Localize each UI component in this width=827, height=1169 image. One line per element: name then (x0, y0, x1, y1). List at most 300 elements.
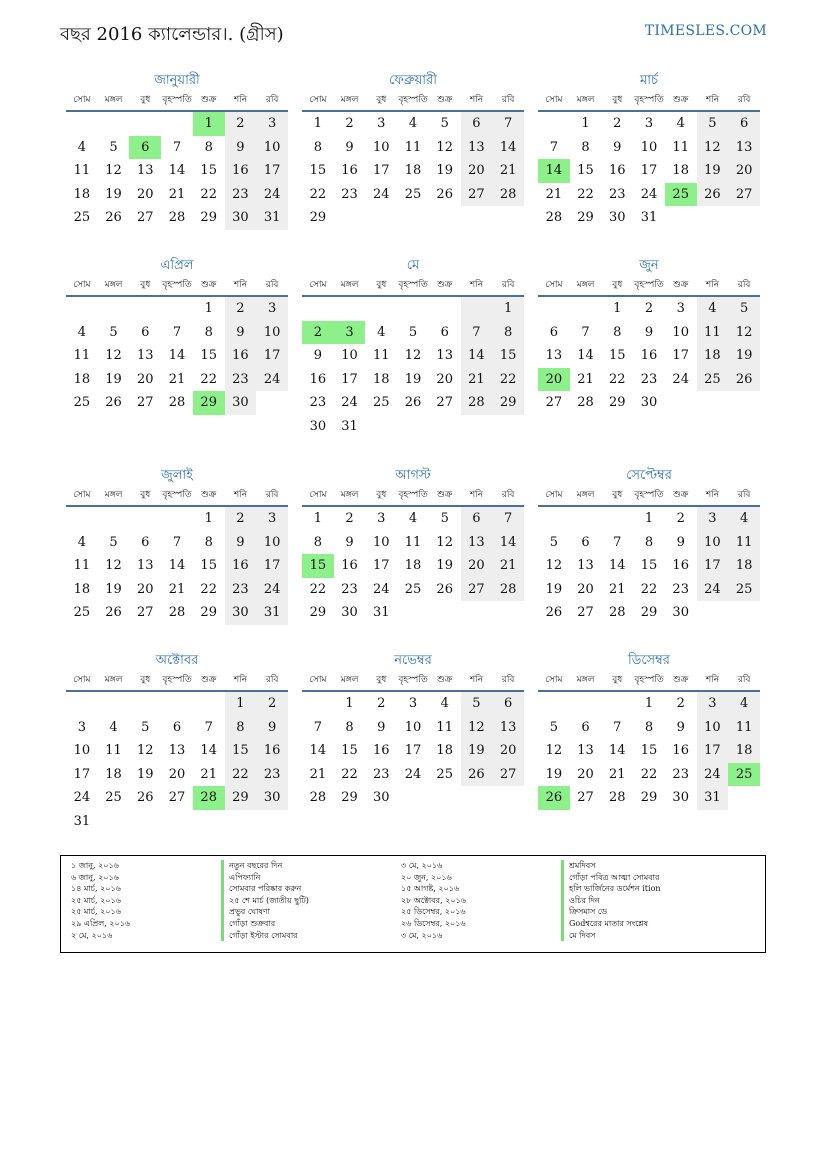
day-cell[interactable]: 1 (204, 511, 213, 526)
day-cell[interactable]: 20 (137, 371, 154, 387)
holiday-day-cell[interactable]: 26 (538, 786, 570, 810)
day-cell[interactable]: 18 (105, 766, 122, 782)
day-cell[interactable]: 30 (373, 790, 390, 805)
day-cell[interactable]: 21 (168, 186, 186, 202)
day-cell[interactable]: 7 (549, 139, 558, 155)
day-cell[interactable]: 13 (492, 716, 524, 740)
day-cell[interactable]: 8 (313, 139, 322, 155)
day-cell[interactable]: 15 (492, 344, 524, 368)
day-cell[interactable]: 23 (672, 581, 689, 597)
day-cell[interactable]: 30 (225, 206, 257, 230)
day-cell[interactable]: 16 (609, 163, 626, 178)
day-cell[interactable]: 16 (309, 371, 327, 387)
day-cell[interactable]: 13 (137, 163, 154, 178)
day-cell[interactable]: 10 (697, 531, 729, 555)
day-cell[interactable]: 7 (492, 507, 524, 531)
day-cell[interactable]: 3 (676, 301, 685, 316)
day-cell[interactable]: 31 (697, 786, 729, 810)
day-cell[interactable]: 17 (373, 163, 390, 178)
day-cell[interactable]: 5 (697, 112, 729, 136)
day-cell[interactable]: 13 (545, 348, 563, 363)
day-cell[interactable]: 17 (697, 554, 729, 578)
day-cell[interactable]: 1 (204, 301, 213, 316)
day-cell[interactable]: 15 (577, 163, 594, 178)
day-cell[interactable]: 30 (341, 605, 358, 620)
day-cell[interactable]: 11 (73, 558, 91, 573)
day-cell[interactable]: 6 (492, 692, 524, 716)
day-cell[interactable]: 13 (137, 348, 154, 363)
day-cell[interactable]: 16 (341, 163, 358, 178)
day-cell[interactable]: 5 (440, 511, 449, 526)
day-cell[interactable]: 12 (697, 136, 729, 160)
day-cell[interactable]: 18 (373, 371, 390, 387)
day-cell[interactable]: 1 (225, 692, 257, 716)
day-cell[interactable]: 15 (309, 163, 327, 178)
day-cell[interactable]: 16 (672, 558, 689, 573)
day-cell[interactable]: 13 (168, 743, 186, 758)
day-cell[interactable]: 24 (697, 578, 729, 602)
day-cell[interactable]: 24 (341, 395, 358, 410)
day-cell[interactable]: 15 (609, 348, 626, 363)
day-cell[interactable]: 5 (141, 719, 150, 735)
day-cell[interactable]: 7 (613, 719, 622, 735)
day-cell[interactable]: 28 (577, 395, 594, 410)
day-cell[interactable]: 1 (644, 696, 654, 711)
day-cell[interactable]: 3 (697, 692, 729, 716)
day-cell[interactable]: 13 (461, 136, 493, 160)
holiday-day-cell[interactable]: 1 (193, 112, 225, 136)
day-cell[interactable]: 17 (256, 554, 288, 578)
day-cell[interactable]: 25 (697, 368, 729, 392)
day-cell[interactable]: 4 (109, 719, 118, 735)
day-cell[interactable]: 2 (225, 297, 257, 321)
day-cell[interactable]: 8 (313, 534, 322, 550)
day-cell[interactable]: 24 (73, 790, 91, 805)
day-cell[interactable]: 7 (172, 139, 182, 155)
day-cell[interactable]: 18 (436, 743, 453, 758)
day-cell[interactable]: 9 (345, 534, 354, 550)
day-cell[interactable]: 1 (644, 511, 654, 526)
day-cell[interactable]: 20 (492, 739, 524, 763)
day-cell[interactable]: 7 (172, 534, 182, 550)
day-cell[interactable]: 21 (577, 371, 594, 387)
day-cell[interactable]: 12 (105, 348, 122, 363)
day-cell[interactable]: 4 (408, 511, 418, 526)
day-cell[interactable]: 4 (676, 116, 685, 131)
day-cell[interactable]: 7 (492, 112, 524, 136)
day-cell[interactable]: 4 (697, 297, 729, 321)
day-cell[interactable]: 29 (309, 605, 327, 620)
day-cell[interactable]: 14 (609, 558, 626, 573)
day-cell[interactable]: 23 (341, 581, 358, 597)
day-cell[interactable]: 4 (728, 507, 760, 531)
day-cell[interactable]: 11 (404, 534, 422, 550)
day-cell[interactable]: 29 (577, 210, 594, 225)
day-cell[interactable]: 12 (436, 534, 453, 550)
day-cell[interactable]: 9 (225, 136, 257, 160)
day-cell[interactable]: 27 (137, 210, 154, 225)
day-cell[interactable]: 12 (545, 558, 563, 573)
day-cell[interactable]: 23 (225, 578, 257, 602)
day-cell[interactable]: 15 (200, 558, 217, 573)
day-cell[interactable]: 24 (256, 368, 288, 392)
day-cell[interactable]: 14 (461, 344, 493, 368)
day-cell[interactable]: 17 (640, 163, 658, 178)
day-cell[interactable]: 18 (404, 558, 422, 573)
holiday-day-cell[interactable]: 2 (302, 321, 334, 345)
day-cell[interactable]: 5 (728, 297, 760, 321)
day-cell[interactable]: 28 (492, 183, 524, 207)
day-cell[interactable]: 18 (404, 163, 422, 178)
day-cell[interactable]: 15 (640, 743, 658, 758)
day-cell[interactable]: 31 (341, 418, 358, 434)
day-cell[interactable]: 15 (200, 348, 217, 363)
day-cell[interactable]: 25 (728, 578, 760, 602)
day-cell[interactable]: 23 (373, 766, 390, 782)
day-cell[interactable]: 29 (309, 210, 327, 225)
day-cell[interactable]: 26 (105, 210, 122, 225)
day-cell[interactable]: 5 (549, 719, 558, 735)
day-cell[interactable]: 3 (697, 507, 729, 531)
day-cell[interactable]: 30 (609, 210, 626, 225)
day-cell[interactable]: 10 (697, 716, 729, 740)
day-cell[interactable]: 26 (461, 763, 493, 787)
day-cell[interactable]: 30 (672, 605, 689, 620)
day-cell[interactable]: 17 (672, 348, 689, 363)
day-cell[interactable]: 20 (137, 581, 154, 597)
day-cell[interactable]: 17 (73, 766, 91, 782)
day-cell[interactable]: 25 (73, 605, 91, 620)
day-cell[interactable]: 15 (341, 743, 358, 758)
day-cell[interactable]: 12 (105, 558, 122, 573)
day-cell[interactable]: 8 (613, 324, 622, 340)
day-cell[interactable]: 14 (168, 348, 186, 363)
day-cell[interactable]: 21 (309, 766, 327, 782)
day-cell[interactable]: 13 (577, 558, 594, 573)
day-cell[interactable]: 14 (200, 743, 217, 758)
day-cell[interactable]: 2 (676, 511, 685, 526)
day-cell[interactable]: 20 (461, 554, 493, 578)
day-cell[interactable]: 25 (73, 395, 91, 410)
day-cell[interactable]: 19 (105, 371, 122, 387)
day-cell[interactable]: 2 (225, 112, 257, 136)
day-cell[interactable]: 22 (200, 371, 217, 387)
day-cell[interactable]: 28 (168, 605, 186, 620)
day-cell[interactable]: 11 (728, 716, 760, 740)
day-cell[interactable]: 12 (461, 716, 493, 740)
day-cell[interactable]: 10 (341, 348, 358, 363)
day-cell[interactable]: 10 (256, 136, 288, 160)
day-cell[interactable]: 19 (728, 344, 760, 368)
day-cell[interactable]: 1 (492, 297, 524, 321)
day-cell[interactable]: 7 (313, 719, 322, 735)
day-cell[interactable]: 9 (345, 139, 354, 155)
day-cell[interactable]: 14 (168, 558, 186, 573)
day-cell[interactable]: 25 (73, 210, 91, 225)
day-cell[interactable]: 19 (545, 766, 563, 782)
day-cell[interactable]: 4 (408, 116, 418, 131)
day-cell[interactable]: 3 (377, 511, 386, 526)
holiday-day-cell[interactable]: 25 (665, 183, 697, 207)
day-cell[interactable]: 21 (492, 159, 524, 183)
day-cell[interactable]: 4 (440, 696, 449, 711)
day-cell[interactable]: 9 (377, 719, 386, 735)
day-cell[interactable]: 20 (436, 371, 453, 387)
day-cell[interactable]: 8 (581, 139, 590, 155)
day-cell[interactable]: 27 (728, 183, 760, 207)
day-cell[interactable]: 9 (676, 534, 685, 550)
day-cell[interactable]: 20 (577, 766, 594, 782)
day-cell[interactable]: 11 (697, 321, 729, 345)
day-cell[interactable]: 22 (492, 368, 524, 392)
day-cell[interactable]: 6 (728, 112, 760, 136)
day-cell[interactable]: 22 (225, 763, 257, 787)
day-cell[interactable]: 27 (461, 183, 493, 207)
day-cell[interactable]: 31 (256, 601, 288, 625)
day-cell[interactable]: 16 (225, 344, 257, 368)
day-cell[interactable]: 24 (640, 186, 658, 202)
day-cell[interactable]: 13 (728, 136, 760, 160)
day-cell[interactable]: 14 (492, 531, 524, 555)
day-cell[interactable]: 30 (256, 786, 288, 810)
day-cell[interactable]: 18 (728, 739, 760, 763)
day-cell[interactable]: 24 (256, 183, 288, 207)
day-cell[interactable]: 22 (200, 186, 217, 202)
day-cell[interactable]: 23 (225, 183, 257, 207)
day-cell[interactable]: 17 (404, 743, 422, 758)
day-cell[interactable]: 3 (77, 719, 86, 735)
day-cell[interactable]: 22 (609, 371, 626, 387)
day-cell[interactable]: 26 (697, 183, 729, 207)
day-cell[interactable]: 26 (105, 605, 122, 620)
day-cell[interactable]: 6 (172, 719, 182, 735)
day-cell[interactable]: 10 (672, 324, 689, 340)
day-cell[interactable]: 13 (436, 348, 453, 363)
day-cell[interactable]: 26 (436, 186, 453, 202)
day-cell[interactable]: 7 (172, 324, 182, 340)
day-cell[interactable]: 26 (436, 581, 453, 597)
day-cell[interactable]: 29 (492, 391, 524, 415)
day-cell[interactable]: 14 (577, 348, 594, 363)
day-cell[interactable]: 17 (697, 739, 729, 763)
day-cell[interactable]: 4 (377, 324, 386, 340)
day-cell[interactable]: 26 (545, 605, 563, 620)
day-cell[interactable]: 22 (341, 766, 358, 782)
day-cell[interactable]: 24 (373, 581, 390, 597)
day-cell[interactable]: 28 (609, 790, 626, 805)
day-cell[interactable]: 16 (225, 159, 257, 183)
day-cell[interactable]: 20 (168, 766, 186, 782)
day-cell[interactable]: 11 (373, 348, 390, 363)
brand-logo-text[interactable]: TIMESLES.COM (644, 23, 767, 39)
day-cell[interactable]: 27 (492, 763, 524, 787)
day-cell[interactable]: 25 (436, 766, 453, 782)
day-cell[interactable]: 29 (225, 786, 257, 810)
day-cell[interactable]: 28 (609, 605, 626, 620)
day-cell[interactable]: 8 (644, 534, 654, 550)
day-cell[interactable]: 17 (373, 558, 390, 573)
day-cell[interactable]: 6 (581, 719, 590, 735)
day-cell[interactable]: 18 (73, 371, 91, 387)
day-cell[interactable]: 28 (492, 578, 524, 602)
day-cell[interactable]: 2 (345, 511, 354, 526)
holiday-day-cell[interactable]: 29 (193, 391, 225, 415)
day-cell[interactable]: 13 (577, 743, 594, 758)
day-cell[interactable]: 30 (225, 391, 257, 415)
day-cell[interactable]: 27 (461, 578, 493, 602)
day-cell[interactable]: 10 (640, 139, 658, 155)
day-cell[interactable]: 8 (492, 321, 524, 345)
day-cell[interactable]: 5 (109, 139, 118, 155)
day-cell[interactable]: 22 (640, 581, 658, 597)
day-cell[interactable]: 16 (672, 743, 689, 758)
day-cell[interactable]: 3 (256, 297, 288, 321)
day-cell[interactable]: 3 (256, 112, 288, 136)
day-cell[interactable]: 24 (672, 371, 689, 387)
day-cell[interactable]: 16 (373, 743, 390, 758)
day-cell[interactable]: 26 (105, 395, 122, 410)
day-cell[interactable]: 10 (73, 743, 91, 758)
day-cell[interactable]: 3 (644, 116, 654, 131)
day-cell[interactable]: 11 (728, 531, 760, 555)
day-cell[interactable]: 24 (373, 186, 390, 202)
day-cell[interactable]: 23 (309, 395, 327, 410)
day-cell[interactable]: 4 (77, 324, 86, 340)
day-cell[interactable]: 16 (225, 554, 257, 578)
day-cell[interactable]: 10 (256, 321, 288, 345)
day-cell[interactable]: 28 (545, 210, 563, 225)
day-cell[interactable]: 28 (168, 210, 186, 225)
day-cell[interactable]: 1 (313, 511, 322, 526)
day-cell[interactable]: 27 (436, 395, 453, 410)
day-cell[interactable]: 17 (341, 371, 358, 387)
day-cell[interactable]: 30 (672, 790, 689, 805)
day-cell[interactable]: 28 (168, 395, 186, 410)
day-cell[interactable]: 30 (309, 418, 327, 434)
day-cell[interactable]: 9 (225, 531, 257, 555)
day-cell[interactable]: 15 (640, 558, 658, 573)
day-cell[interactable]: 28 (309, 790, 327, 805)
day-cell[interactable]: 20 (577, 581, 594, 597)
day-cell[interactable]: 21 (545, 186, 563, 202)
day-cell[interactable]: 9 (644, 324, 654, 340)
day-cell[interactable]: 8 (225, 716, 257, 740)
day-cell[interactable]: 22 (200, 581, 217, 597)
day-cell[interactable]: 7 (613, 534, 622, 550)
day-cell[interactable]: 25 (404, 581, 422, 597)
day-cell[interactable]: 11 (672, 139, 689, 155)
day-cell[interactable]: 27 (137, 395, 154, 410)
day-cell[interactable]: 10 (256, 531, 288, 555)
day-cell[interactable]: 13 (461, 531, 493, 555)
day-cell[interactable]: 7 (204, 719, 213, 735)
holiday-day-cell[interactable]: 25 (728, 763, 760, 787)
day-cell[interactable]: 17 (256, 344, 288, 368)
day-cell[interactable]: 7 (461, 321, 493, 345)
day-cell[interactable]: 29 (640, 605, 658, 620)
day-cell[interactable]: 29 (200, 210, 217, 225)
day-cell[interactable]: 12 (728, 321, 760, 345)
day-cell[interactable]: 21 (168, 581, 186, 597)
day-cell[interactable]: 14 (492, 136, 524, 160)
day-cell[interactable]: 18 (672, 163, 689, 178)
day-cell[interactable]: 1 (613, 301, 622, 316)
day-cell[interactable]: 6 (461, 112, 493, 136)
day-cell[interactable]: 23 (672, 766, 689, 782)
day-cell[interactable]: 18 (697, 344, 729, 368)
day-cell[interactable]: 23 (225, 368, 257, 392)
day-cell[interactable]: 16 (256, 739, 288, 763)
holiday-day-cell[interactable]: 28 (193, 786, 225, 810)
day-cell[interactable]: 29 (200, 605, 217, 620)
day-cell[interactable]: 11 (73, 163, 91, 178)
day-cell[interactable]: 1 (313, 116, 322, 131)
day-cell[interactable]: 31 (373, 605, 390, 620)
day-cell[interactable]: 9 (313, 348, 322, 363)
day-cell[interactable]: 26 (404, 395, 422, 410)
day-cell[interactable]: 14 (309, 743, 327, 758)
day-cell[interactable]: 29 (640, 790, 658, 805)
day-cell[interactable]: 22 (577, 186, 594, 202)
day-cell[interactable]: 12 (404, 348, 422, 363)
day-cell[interactable]: 9 (676, 719, 685, 735)
day-cell[interactable]: 14 (609, 743, 626, 758)
day-cell[interactable]: 19 (461, 739, 493, 763)
day-cell[interactable]: 5 (549, 534, 558, 550)
day-cell[interactable]: 21 (609, 766, 626, 782)
day-cell[interactable]: 19 (436, 558, 453, 573)
day-cell[interactable]: 21 (461, 368, 493, 392)
day-cell[interactable]: 5 (461, 692, 493, 716)
day-cell[interactable]: 8 (204, 324, 213, 340)
day-cell[interactable]: 19 (105, 186, 122, 202)
day-cell[interactable]: 18 (728, 554, 760, 578)
day-cell[interactable]: 30 (225, 601, 257, 625)
day-cell[interactable]: 29 (609, 395, 626, 410)
day-cell[interactable]: 21 (609, 581, 626, 597)
day-cell[interactable]: 22 (309, 186, 327, 202)
day-cell[interactable]: 26 (137, 790, 154, 805)
day-cell[interactable]: 30 (640, 395, 658, 410)
day-cell[interactable]: 23 (640, 371, 658, 387)
day-cell[interactable]: 20 (137, 186, 154, 202)
day-cell[interactable]: 21 (492, 554, 524, 578)
day-cell[interactable]: 20 (461, 159, 493, 183)
day-cell[interactable]: 12 (137, 743, 154, 758)
day-cell[interactable]: 23 (609, 186, 626, 202)
day-cell[interactable]: 19 (436, 163, 453, 178)
day-cell[interactable]: 31 (640, 210, 658, 225)
day-cell[interactable]: 27 (577, 790, 594, 805)
day-cell[interactable]: 14 (168, 163, 186, 178)
day-cell[interactable]: 2 (644, 301, 654, 316)
day-cell[interactable]: 19 (404, 371, 422, 387)
day-cell[interactable]: 2 (676, 696, 685, 711)
day-cell[interactable]: 2 (345, 116, 354, 131)
day-cell[interactable]: 9 (225, 321, 257, 345)
day-cell[interactable]: 4 (77, 534, 86, 550)
day-cell[interactable]: 10 (404, 719, 422, 735)
day-cell[interactable]: 23 (256, 763, 288, 787)
day-cell[interactable]: 26 (728, 368, 760, 392)
day-cell[interactable]: 11 (105, 743, 122, 758)
day-cell[interactable]: 18 (73, 581, 91, 597)
day-cell[interactable]: 3 (408, 696, 418, 711)
day-cell[interactable]: 5 (408, 324, 418, 340)
day-cell[interactable]: 31 (73, 813, 91, 829)
day-cell[interactable]: 27 (168, 790, 186, 805)
day-cell[interactable]: 24 (404, 766, 422, 782)
